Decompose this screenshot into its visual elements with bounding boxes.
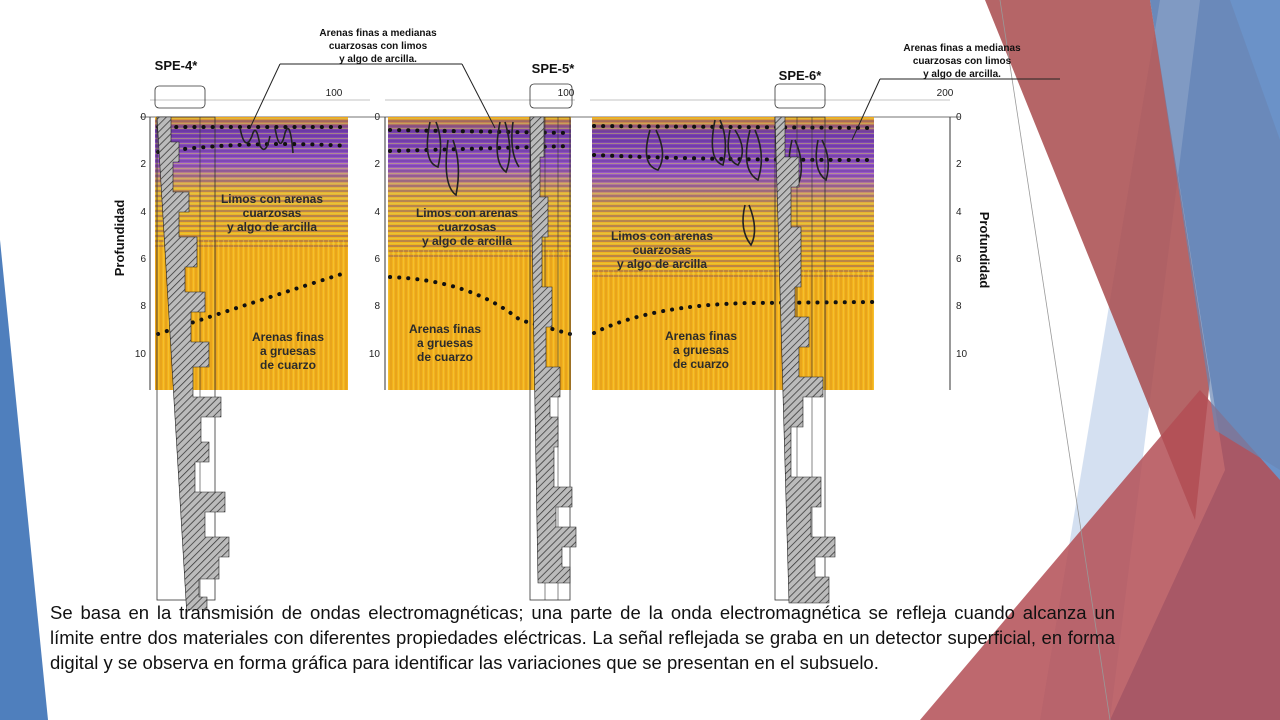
tick-label: 10 <box>134 349 146 360</box>
tick-label: 2 <box>956 159 962 170</box>
tick-label: 4 <box>140 207 146 218</box>
scale-label-2: 100 <box>557 88 575 99</box>
zone-label-lower-1 <box>252 330 324 372</box>
tick-label: 4 <box>374 207 380 218</box>
log-label-spe6: SPE-6* <box>778 68 822 83</box>
zone-text: de cuarzo <box>259 358 317 372</box>
tick-label: 8 <box>374 301 380 312</box>
tick-label: 8 <box>140 301 146 312</box>
zone-text: a gruesas <box>672 343 730 357</box>
log-header-box-3 <box>775 84 825 108</box>
axis-title-right: Profundidad <box>977 211 992 289</box>
log-label-spe4: SPE-4* <box>154 58 198 73</box>
tick-label: 4 <box>956 207 962 218</box>
zone-text: Arenas finas <box>408 322 482 336</box>
tick-label: 8 <box>956 301 962 312</box>
zone-text: y algo de arcilla <box>616 257 708 271</box>
zone-text: cuarzosas <box>242 206 302 220</box>
tick-label: 0 <box>956 112 962 123</box>
zone-text: de cuarzo <box>672 357 730 371</box>
zone-text: cuarzosas <box>632 243 692 257</box>
right-axis <box>950 112 968 390</box>
zone-text: a gruesas <box>416 336 474 350</box>
tick-label: 10 <box>368 349 380 360</box>
scale-label-3: 200 <box>936 88 954 99</box>
zone-text: y algo de arcilla <box>421 234 513 248</box>
tick-label: 10 <box>956 349 968 360</box>
zone-text: Arenas finas <box>251 330 325 344</box>
tick-label: 6 <box>374 254 380 265</box>
tick-label: 6 <box>956 254 962 265</box>
zone-text: Arenas finas <box>664 329 738 343</box>
callout-text: y algo de arcilla. <box>339 54 417 65</box>
axis-title-left: Profundidad <box>112 199 127 277</box>
log-header-box-1 <box>155 86 205 108</box>
middle-axis <box>369 112 385 390</box>
zone-text: y algo de arcilla <box>226 220 318 234</box>
callout-text: Arenas finas a medianas <box>319 28 437 39</box>
callout-text: y algo de arcilla. <box>923 69 1001 80</box>
tick-label: 0 <box>140 112 146 123</box>
zone-text: Limos con arenas <box>220 192 324 206</box>
left-axis <box>135 112 150 390</box>
callout-2 <box>852 43 1060 140</box>
zone-text: a gruesas <box>259 344 317 358</box>
callout-text: cuarzosas con limos <box>912 56 1012 67</box>
tick-label: 6 <box>140 254 146 265</box>
scale-label-1: 100 <box>325 88 343 99</box>
tick-label: 2 <box>140 159 146 170</box>
zone-label-lower-3 <box>665 329 737 371</box>
tick-label: 0 <box>374 112 380 123</box>
zone-text: Limos con arenas <box>610 229 714 243</box>
zone-text: Limos con arenas <box>415 206 519 220</box>
tick-label: 2 <box>374 159 380 170</box>
log-label-spe5: SPE-5* <box>531 61 575 76</box>
zone-label-lower-2 <box>409 322 481 364</box>
callout-1 <box>250 28 495 128</box>
zone-text: cuarzosas <box>437 220 497 234</box>
callout-text: cuarzosas con limos <box>328 41 428 52</box>
description-paragraph: Se basa en la transmisión de ondas electromagnéticas; una parte de la onda electromagnética se refleja cuando alcanza un límite entre dos materiales con diferentes propiedades eléctricas. La señal reflejada se graba en un detector superficial, en forma digital y se observa en forma gráfica para identificar las variaciones que se presentan en el subsuelo. <box>50 602 1115 673</box>
zone-text: de cuarzo <box>416 350 474 364</box>
callout-text: Arenas finas a medianas <box>903 43 1021 54</box>
